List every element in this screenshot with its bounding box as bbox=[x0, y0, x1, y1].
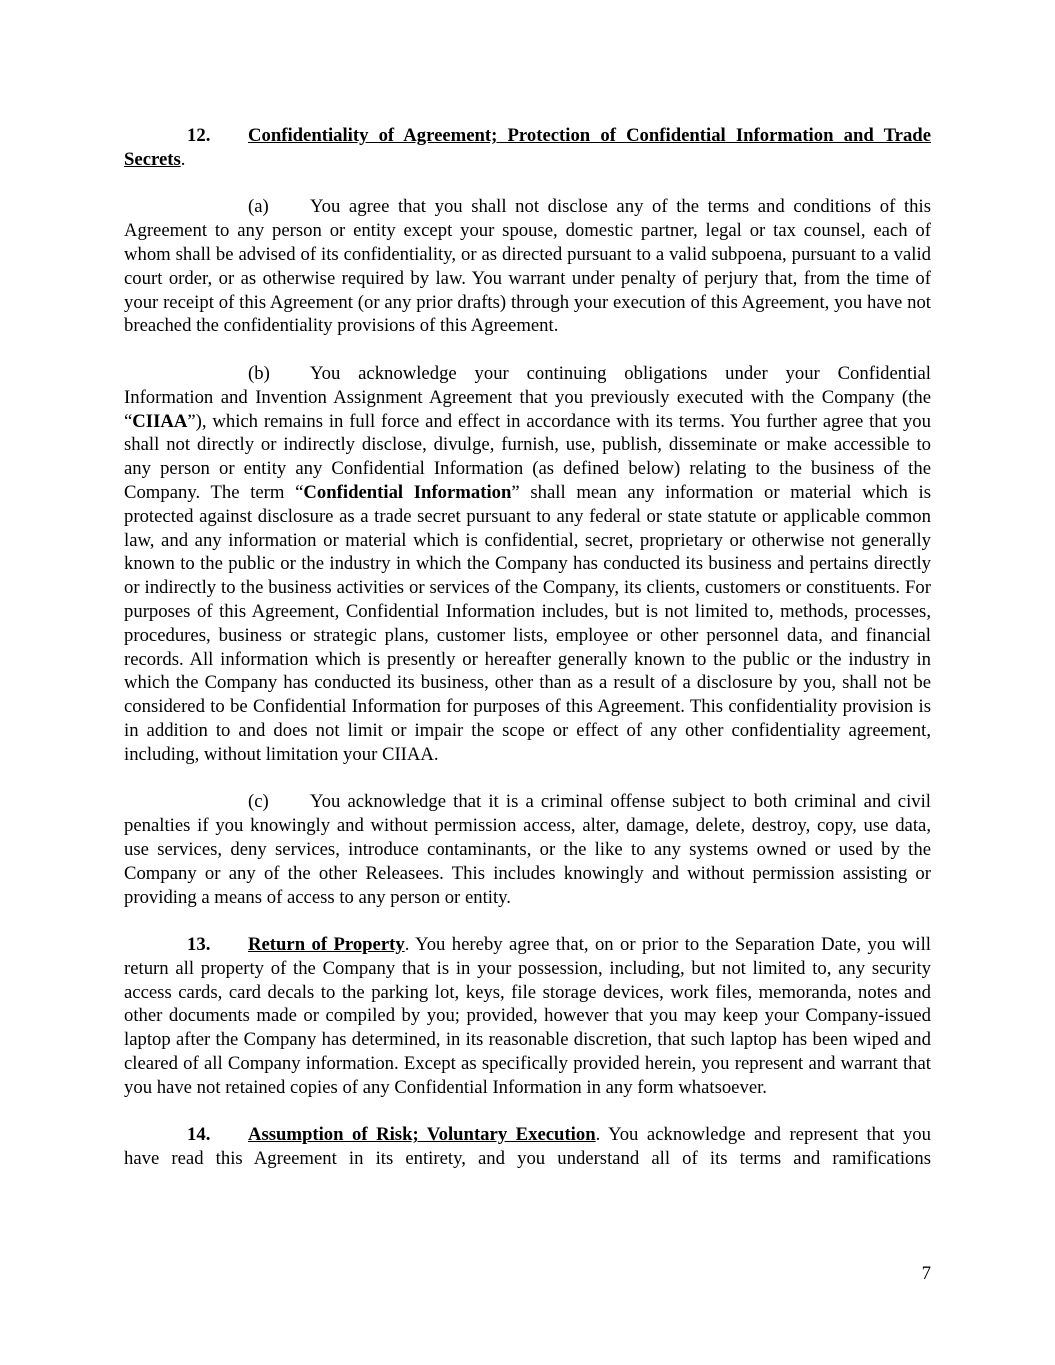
section-12b-paragraph bbox=[124, 362, 931, 767]
subsection-label: (c) bbox=[248, 791, 269, 813]
section-title: Return of Property bbox=[248, 934, 405, 956]
document-page bbox=[124, 124, 931, 1171]
section-number: 13. bbox=[187, 934, 211, 956]
section-12c-paragraph bbox=[124, 790, 931, 909]
page-number: 7 bbox=[921, 1263, 931, 1284]
heading-punctuation: . bbox=[180, 148, 186, 170]
paragraph-text: . You hereby agree that, on or prior to the Separation Date, you will return all property of the Company that is in your possession, including, but not limited to, any security access cards, card decals to the parking lot, keys, file storage devices, work files, memoranda, notes and other documents made or compiled by you; provided, however that you may keep your Company-issued laptop after the Company has determined, in its reasonable discretion, that such laptop has been wiped and cleared of all Company information. Except as specifically provided herein, you represent and warrant that you have not retained copies of any Confidential Information in any form whatsoever. bbox=[124, 934, 931, 1098]
section-13-paragraph bbox=[124, 933, 931, 1100]
paragraph-text: ” shall mean any information or material which is protected against disclosure as a trade secret pursuant to any federal or state statute or applicable common law, and any information or material which is confidential, secret, proprietary or otherwise not generally known to the public or the industry in which the Company has conducted its business and pertains directly or indirectly to the business activities or services of the Company, its clients, customers or constituents. For purposes of this Agreement, Confidential Information includes, but is not limited to, methods, processes, procedures, business or strategic plans, customer lists, employee or other personnel data, and financial records. All information which is presently or hereafter generally known to the public or the industry in which the Company has conducted its business, other than as a result of a disclosure by you, shall not be considered to be Confidential Information for purposes of this Agreement. This confidentiality provision is in addition to and does not limit or impair the scope or effect of any other confidentiality agreement, including, without limitation your CIIAA. bbox=[124, 481, 931, 765]
section-title: Assumption of Risk; Voluntary Execution bbox=[248, 1124, 596, 1146]
section-number: 14. bbox=[187, 1124, 211, 1146]
subsection-label: (a) bbox=[248, 196, 269, 218]
section-12a-paragraph bbox=[124, 195, 931, 338]
paragraph-text: You acknowledge your continuing obligations under your Confidential Information and Invention Assignment Agreement that you previously executed with the Company (the “ bbox=[124, 362, 931, 432]
paragraph-text: You acknowledge that it is a criminal offense subject to both criminal and civil penalties if you knowingly and without permission access, alter, damage, delete, destroy, copy, use data, use services, deny services, introduce contaminants, or the like to any systems owned or used by the Company or any of the other Releasees. This includes knowingly and without permission assisting or providing a means of access to any person or entity. bbox=[124, 791, 931, 908]
paragraph-text: . You acknowledge and represent that you have read this Agreement in its entirety, and you understand all of its terms and ramifications bbox=[124, 1124, 931, 1170]
section-14-paragraph bbox=[124, 1123, 931, 1171]
section-title: Confidentiality of Agreement; Protection of Confidential Information and Trade Secrets bbox=[124, 125, 931, 170]
defined-term-ciiaa: CIIAA bbox=[132, 410, 188, 432]
defined-term-confidential-information: Confidential Information bbox=[303, 481, 512, 503]
paragraph-text: ”), which remains in full force and effect in accordance with its terms. You further agree that you shall not directly or indirectly disclose, divulge, furnish, use, publish, disseminate or make accessible to any person or entity any Confidential Information (as defined below) relating to the business of the Company. The term “ bbox=[124, 410, 931, 503]
paragraph-text: You agree that you shall not disclose any of the terms and conditions of this Agreement to any person or entity except your spouse, domestic partner, legal or tax counsel, each of whom shall be advised of its confidentiality, or as directed pursuant to a valid subpoena, pursuant to a valid court order, or as otherwise required by law. You warrant under penalty of perjury that, from the time of your receipt of this Agreement (or any prior drafts) through your execution of this Agreement, you have not breached the confidentiality provisions of this Agreement. bbox=[124, 196, 931, 337]
section-12-heading bbox=[124, 124, 931, 172]
subsection-label: (b) bbox=[248, 362, 270, 384]
section-number: 12. bbox=[187, 125, 211, 146]
